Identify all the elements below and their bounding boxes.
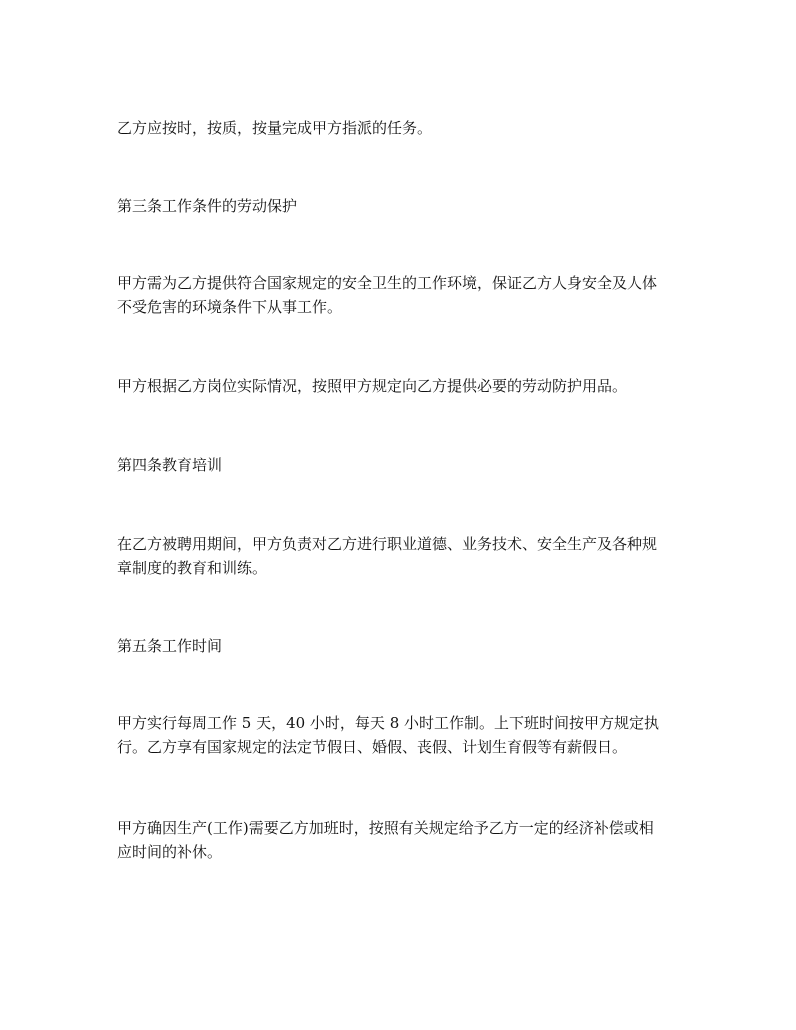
paragraph-line: 乙方应按时，按质，按量完成甲方指派的任务。 [117, 119, 433, 137]
paragraph-line: 甲方实行每周工作 5 天，40 小时，每天 8 小时工作制。上下班时间按甲方规定执 [117, 714, 660, 732]
heading-article-4 [117, 453, 717, 477]
paragraph-task-completion [117, 116, 717, 140]
paragraph-line: 甲方需为乙方提供符合国家规定的安全卫生的工作环境，保证乙方人身安全及人体 [117, 274, 658, 292]
paragraph-line: 应时间的补休。 [117, 843, 223, 861]
paragraph-overtime [117, 816, 717, 864]
paragraph-work-environment [117, 271, 717, 319]
heading-article-3 [117, 194, 717, 218]
heading-text: 第三条工作条件的劳动保护 [117, 197, 298, 215]
paragraph-line: 甲方确因生产(工作)需要乙方加班时，按照有关规定给予乙方一定的经济补偿或相 [117, 819, 654, 837]
paragraph-working-hours [117, 711, 717, 759]
paragraph-protective-equipment [117, 374, 717, 398]
paragraph-line: 在乙方被聘用期间，甲方负责对乙方进行职业道德、业务技术、安全生产及各种规 [117, 535, 658, 553]
paragraph-line: 章制度的教育和训练。 [117, 559, 268, 577]
paragraph-line: 行。乙方享有国家规定的法定节假日、婚假、丧假、计划生育假等有薪假日。 [117, 738, 628, 756]
heading-text: 第五条工作时间 [117, 637, 223, 655]
heading-article-5 [117, 634, 717, 658]
paragraph-line: 不受危害的环境条件下从事工作。 [117, 298, 343, 316]
heading-text: 第四条教育培训 [117, 456, 223, 474]
paragraph-training [117, 532, 717, 580]
paragraph-line: 甲方根据乙方岗位实际情况，按照甲方规定向乙方提供必要的劳动防护用品。 [117, 377, 628, 395]
